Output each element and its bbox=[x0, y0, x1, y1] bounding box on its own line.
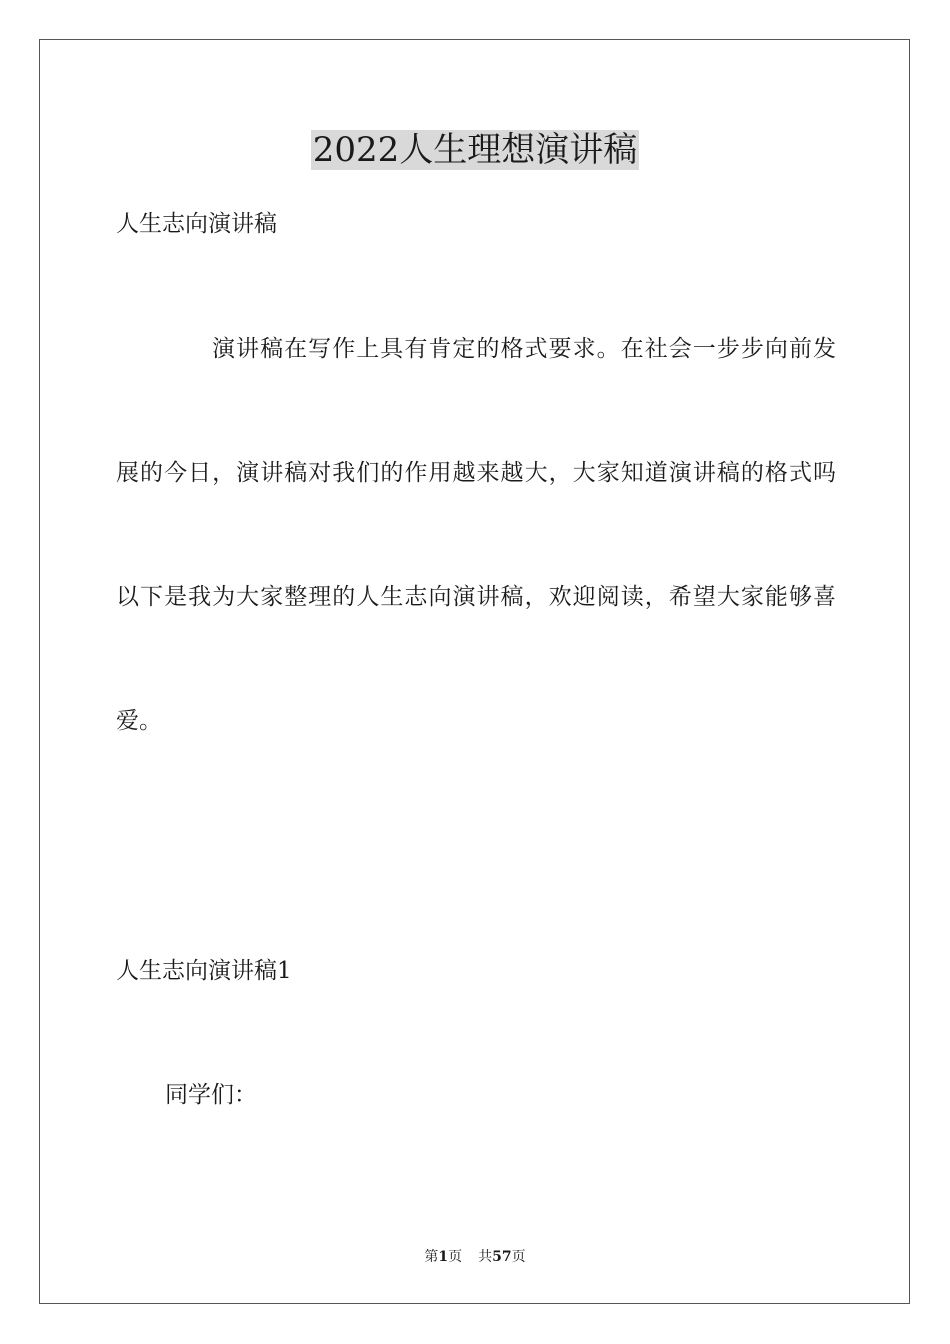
document-subtitle: 人生志向演讲稿 bbox=[116, 211, 277, 237]
footer-page-number: 1 bbox=[438, 1249, 449, 1265]
footer-total-suffix: 页 bbox=[511, 1249, 526, 1265]
page-footer bbox=[0, 1247, 950, 1267]
footer-page-suffix: 页 bbox=[448, 1249, 463, 1265]
intro-line-2: 展的今日，演讲稿对我们的作用越来越大，大家知道演讲稿的格式吗 bbox=[116, 460, 836, 486]
footer-page-prefix: 第 bbox=[424, 1249, 439, 1265]
document-title bbox=[0, 126, 950, 174]
intro-line-3: 以下是我为大家整理的人生志向演讲稿，欢迎阅读，希望大家能够喜 bbox=[116, 584, 836, 610]
footer-total-prefix: 共 bbox=[478, 1249, 493, 1265]
intro-line-1: 演讲稿在写作上具有肯定的格式要求。在社会一步步向前发 bbox=[212, 336, 836, 362]
salutation: 同学们： bbox=[165, 1082, 257, 1108]
document-title-text: 2022人生理想演讲稿 bbox=[312, 130, 638, 170]
section-heading: 人生志向演讲稿1 bbox=[116, 958, 292, 984]
footer-total-pages: 57 bbox=[492, 1249, 512, 1265]
intro-line-4: 爱。 bbox=[116, 708, 162, 734]
